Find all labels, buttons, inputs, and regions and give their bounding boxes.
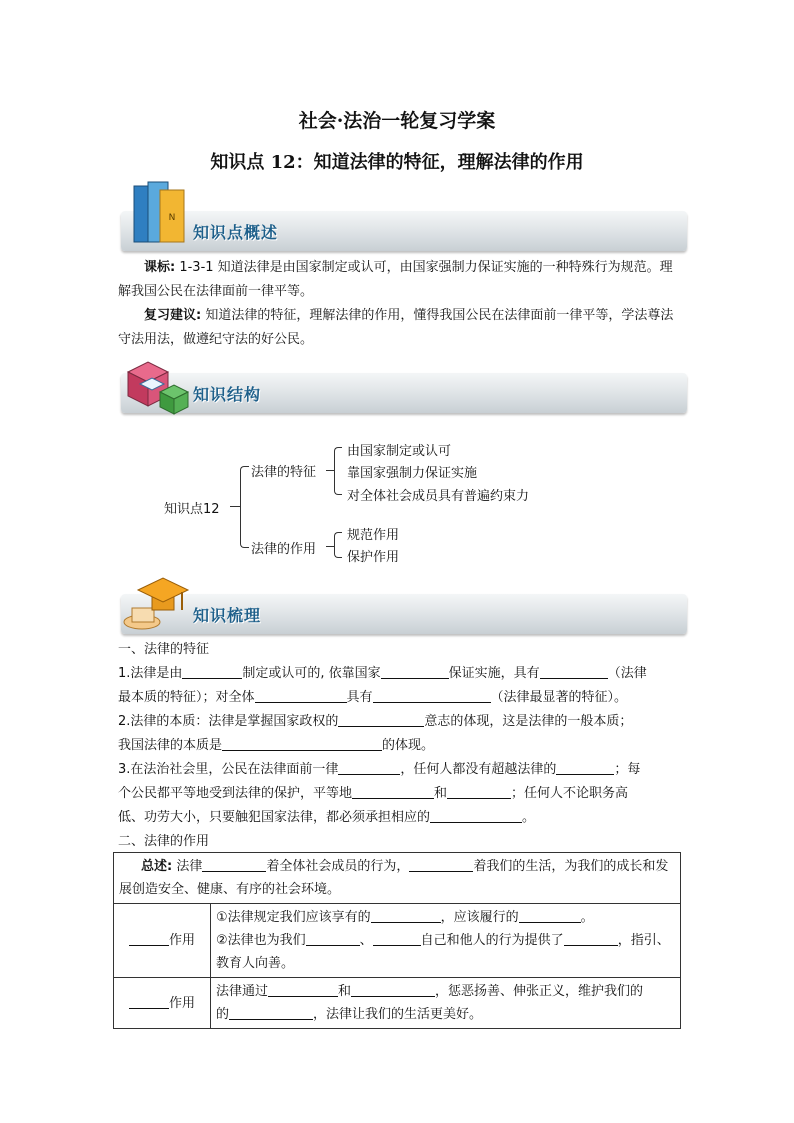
text: ；每 [614,762,641,777]
curriculum-paragraph [118,256,678,304]
text: ②法律也为我们 [216,933,306,948]
review-item-3 [118,758,680,830]
summary-cell [114,853,681,904]
curriculum-text: 1-3-1 知道法律是由国家制定或认可，由国家强制力保证实施的一种特殊行为规范。理解我国公民在法律面前一律平等。 [118,260,673,299]
answer-blank[interactable] [202,857,266,872]
text: 着全体社会成员的行为， [266,859,410,874]
answer-blank[interactable] [556,760,614,775]
heading-features: 一、法律的特征 [118,642,210,657]
text: 作用 [168,995,195,1011]
answer-blank[interactable] [373,688,491,703]
text: 3.在法治社会里，公民在法律面前一律 [118,762,339,777]
section-title-overview: 知识点概述 [193,223,279,242]
text: ，惩恶扬善、伸张正义，维护我们的 [435,984,644,999]
answer-blank[interactable] [564,931,618,946]
text: 和 [338,984,352,999]
tree-leaf: 由国家制定或认可 [347,444,452,459]
table-row [114,853,681,904]
answer-blank[interactable] [229,1005,313,1020]
text: 自己和他人的行为提供了 [420,933,564,948]
answer-blank[interactable] [222,736,382,751]
text: 1.法律是由 [118,666,183,681]
table-row [114,904,681,978]
table-row [114,978,681,1029]
answer-blank[interactable] [129,994,169,1009]
curriculum-label: 课标: [144,260,176,275]
answer-blank[interactable] [182,664,242,679]
answer-blank[interactable] [519,908,581,923]
answer-blank[interactable] [540,664,608,679]
text: 2.法律的本质：法律是掌握国家政权的 [118,714,339,729]
role-content-cell [211,904,681,978]
text: （法律 [607,666,647,681]
tree-leaf: 规范作用 [347,528,400,543]
text: 具有 [346,690,373,705]
review-item-1 [118,662,680,710]
cubes-icon [122,354,190,416]
text: 保证实施，具有 [448,666,540,681]
tree-leaf: 对全体社会成员具有普遍约束力 [347,489,530,504]
tree-leaf: 保护作用 [347,550,400,565]
advice-paragraph [118,304,678,352]
answer-blank[interactable] [255,688,347,703]
advice-label: 复习建议: [144,308,202,323]
heading-roles: 二、法律的作用 [118,834,210,849]
section-banner-overview [121,211,687,251]
section-banner-structure [121,373,687,413]
answer-blank[interactable] [338,760,400,775]
role-label-cell [114,904,211,978]
text: ，指引、教育人向善。 [216,933,670,971]
text: 法律 [172,859,203,874]
text: 低、功劳大小，只要触犯国家法律，都必须承担相应的 [118,810,431,825]
answer-blank[interactable] [371,908,441,923]
review-item-2 [118,710,680,758]
page-title: 社会·法治一轮复习学案 [298,110,496,132]
text: 的体现。 [382,738,435,753]
text: 和 [434,786,448,801]
answer-blank[interactable] [351,982,435,997]
text: 。 [580,910,594,925]
answer-blank[interactable] [447,784,511,799]
text: 法律通过 [216,984,269,999]
page-subtitle: 知识点 12：知道法律的特征，理解法律的作用 [210,152,584,173]
answer-blank[interactable] [381,664,449,679]
answer-blank[interactable] [430,808,522,823]
text: 个公民都平等地受到法律的保护，平等地 [118,786,353,801]
text: ；任何人不论职务高 [511,786,629,801]
answer-blank[interactable] [338,712,424,727]
roles-table [113,852,681,1029]
text: 意志的体现，这是法律的一般本质； [424,714,633,729]
section-title-review: 知识梳理 [193,606,262,625]
answer-blank[interactable] [306,931,360,946]
books-icon [128,180,188,248]
text: 、 [359,933,373,948]
section-title-structure: 知识结构 [193,385,262,404]
advice-text: 知道法律的特征，理解法律的作用，懂得我国公民在法律面前一律平等，学法尊法守法用法，做遵纪守法的好公民。 [118,308,674,347]
text: ①法律规定我们应该享有的 [216,910,371,925]
tree-root: 知识点12 [164,502,220,517]
answer-blank[interactable] [129,931,169,946]
answer-blank[interactable] [352,784,434,799]
svg-text:N: N [168,213,176,223]
text: 。 [522,810,536,825]
answer-blank[interactable] [268,982,338,997]
text: ，法律让我们的生活更美好。 [313,1007,483,1022]
text: 作用 [168,933,195,948]
text: 最本质的特征）；对全体 [118,690,255,705]
text: 我国法律的本质是 [118,738,223,753]
role-label-cell [114,978,211,1029]
answer-blank[interactable] [373,931,421,946]
section-banner-review [121,594,687,634]
tree-branch-features: 法律的特征 [251,465,317,480]
tree-leaf: 靠国家强制力保证实施 [347,466,478,481]
tree-branch-roles: 法律的作用 [251,542,317,557]
summary-label: 总述: [141,859,173,874]
graduation-cap-icon [118,572,190,634]
text: （法律最显著的特征）。 [490,690,628,705]
text: ，任何人都没有超越法律的 [400,762,557,777]
text: 着我们的生活，为我们的成长和发展创造安全、健康、有序的社会环境。 [119,859,669,897]
role-content-cell: 法律通过 和 ，惩恶扬善、伸张正义，维护我们的 的 ，法律让我们的生活更美好。 [211,978,681,1029]
text: 制定或认可的, 依靠国家 [242,666,381,681]
answer-blank[interactable] [409,857,473,872]
text: ，应该履行的 [440,910,519,925]
